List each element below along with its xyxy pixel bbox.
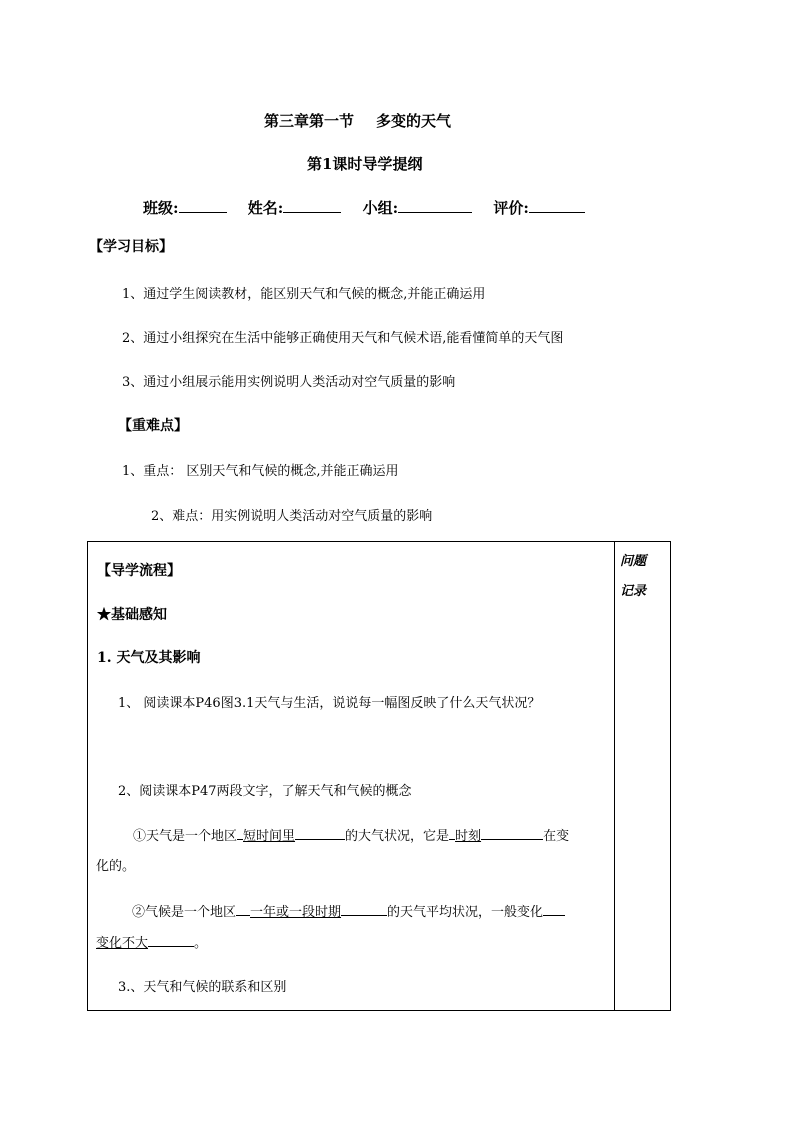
basic-perception-heading: ★基础感知	[97, 607, 167, 623]
question-3: 3.、天气和气候的联系和区别	[118, 980, 287, 995]
title-topic: 多变的天气	[376, 112, 452, 130]
table-column-divider	[614, 541, 615, 1011]
question-1: 1、 阅读课本P46图3.1天气与生活，说说每一幅图反映了什么天气状况？	[118, 696, 541, 711]
class-blank[interactable]	[179, 196, 227, 213]
group-blank[interactable]	[398, 196, 472, 213]
weather-answer-1: 短时间里	[243, 829, 296, 844]
weather-definition-cont: 化的。	[96, 859, 136, 874]
objective-item-1: 1、通过学生阅读教材，能区别天气和气候的概念,并能正确运用	[122, 287, 486, 302]
climate-answer-2: 变化不大	[96, 936, 149, 951]
key-point: 1、重点： 区别天气和气候的概念,并能正确运用	[122, 464, 399, 479]
climate-definition: ②气候是一个地区 一年或一段时期 的天气平均状况，一般变化	[132, 901, 565, 920]
side-note-line-2: 记录	[620, 584, 647, 599]
weather-answer-2: 时刻	[455, 829, 482, 844]
page-subtitle: 第1课时导学提纲	[307, 155, 423, 173]
name-blank[interactable]	[283, 196, 341, 213]
page-title	[264, 110, 451, 131]
climate-definition-cont: 变化不大 。	[96, 932, 207, 951]
difficult-point: 2、难点：用实例说明人类活动对空气质量的影响	[151, 509, 433, 524]
weather-definition: ①天气是一个地区 短时间里 的大气状况，它是 时刻 在变	[133, 825, 569, 844]
objective-item-2: 2、通过小组探究在生活中能够正确使用天气和气候术语,能看懂简单的天气图	[122, 331, 564, 346]
objectives-heading: 【学习目标】	[89, 239, 173, 255]
key-points-heading: 【重难点】	[118, 418, 188, 434]
eval-blank[interactable]	[529, 196, 585, 213]
climate-answer-1: 一年或一段时期	[250, 905, 342, 920]
section-weather-impact: 1. 天气及其影响	[97, 650, 201, 666]
title-chapter: 第三章第一节	[264, 112, 355, 130]
side-note-line-1: 问题	[620, 554, 647, 569]
student-info-row	[143, 196, 585, 218]
question-2: 2、阅读课本P47两段文字，了解天气和气候的概念	[118, 784, 412, 799]
name-label: 姓名:	[247, 199, 284, 217]
class-label: 班级:	[143, 199, 179, 217]
objective-item-3: 3、通过小组展示能用实例说明人类活动对空气质量的影响	[122, 375, 456, 390]
group-label: 小组:	[362, 199, 399, 217]
process-heading: 【导学流程】	[97, 563, 181, 579]
eval-label: 评价:	[493, 199, 529, 217]
